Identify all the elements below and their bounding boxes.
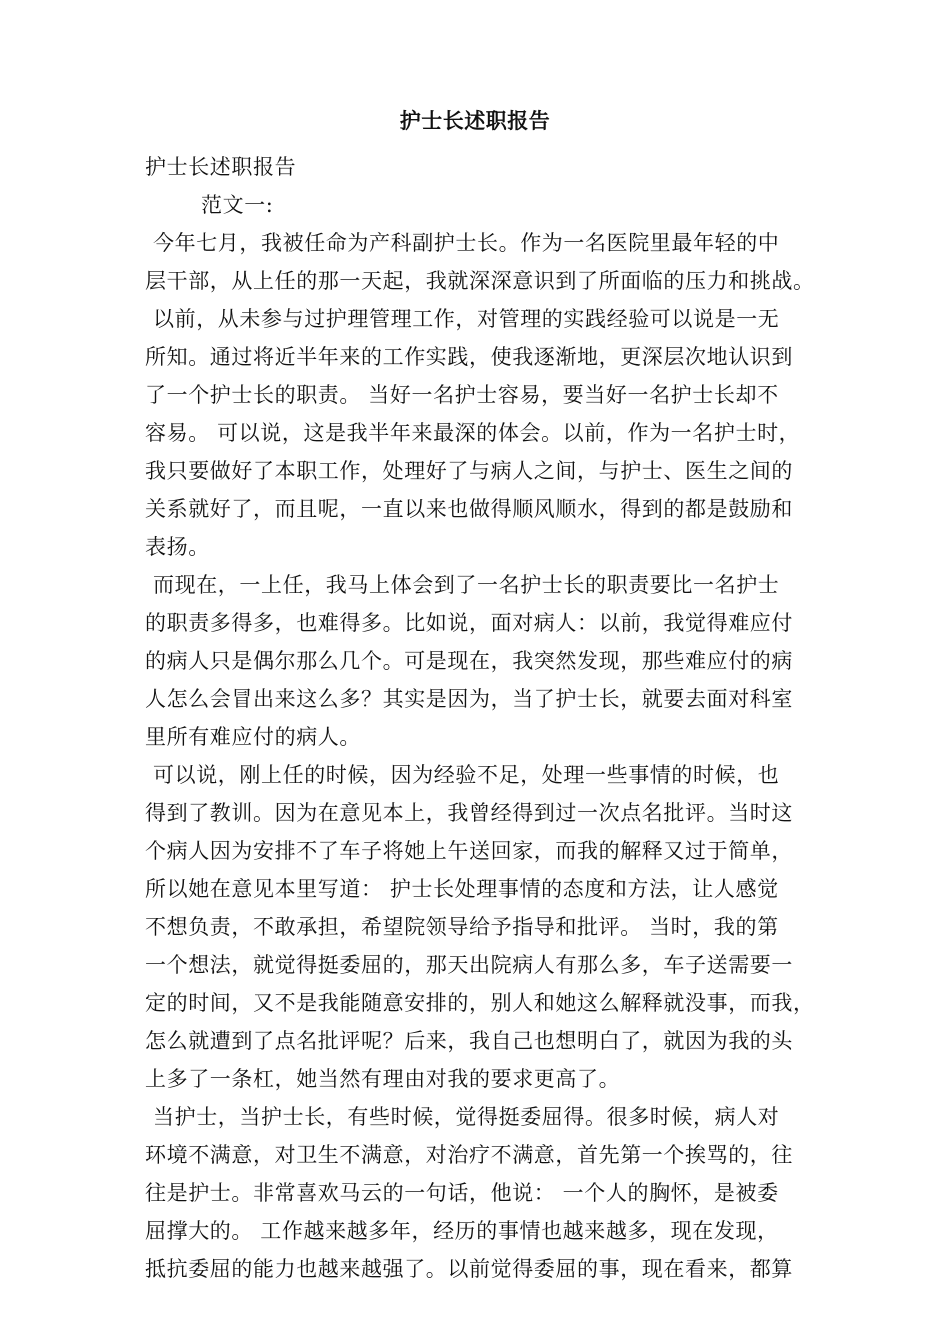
paragraph-line: 我只要做好了本职工作，处理好了与病人之间，与护士、医生之间的 xyxy=(145,459,793,483)
paragraph-line: 而现在，一上任，我马上体会到了一名护士长的职责要比一名护士 xyxy=(153,573,780,597)
document-subtitle: 护士长述职报告 xyxy=(145,155,297,179)
document-body xyxy=(145,148,820,1288)
paragraph-line: 抵抗委屈的能力也越来越强了。以前觉得委屈的事，现在看来，都算 xyxy=(145,1257,793,1281)
paragraph-line: 往是护士。非常喜欢马云的一句话，他说： 一个人的胸怀，是被委 xyxy=(145,1181,779,1205)
paragraph-line: 屈撑大的。 工作越来越多年，经历的事情也越来越多，现在发现， xyxy=(145,1219,779,1243)
document-title: 护士长述职报告 xyxy=(399,108,551,133)
paragraph-line: 里所有难应付的病人。 xyxy=(145,725,361,749)
paragraph-line: 的职责多得多，也难得多。比如说，面对病人：以前，我觉得难应付 xyxy=(145,611,793,635)
paragraph-line: 个病人因为安排不了车子将她上午送回家，而我的解释又过于简单， xyxy=(145,839,793,863)
paragraph-line: 上多了一条杠，她当然有理由对我的要求更高了。 xyxy=(145,1067,621,1091)
paragraph-line: 定的时间，又不是我能随意安排的，别人和她这么解释就没事，而我， xyxy=(145,991,815,1015)
paragraph-line: 今年七月，我被任命为产科副护士长。作为一名医院里最年轻的中 xyxy=(153,231,780,255)
paragraph-line: 了一个护士长的职责。 当好一名护士容易，要当好一名护士长却不 xyxy=(145,383,779,407)
paragraph-line: 所知。通过将近半年来的工作实践，使我逐渐地，更深层次地认识到 xyxy=(145,345,793,369)
paragraph-line: 表扬。 xyxy=(145,535,210,559)
paragraph-line: 环境不满意，对卫生不满意，对治疗不满意，首先第一个挨骂的，往 xyxy=(145,1143,793,1167)
paragraph-line: 不想负责，不敢承担，希望院领导给予指导和批评。 当时，我的第 xyxy=(145,915,779,939)
paragraph-line: 以前，从未参与过护理管理工作，对管理的实践经验可以说是一无 xyxy=(153,307,780,331)
paragraph-line: 层干部，从上任的那一天起，我就深深意识到了所面临的压力和挑战。 xyxy=(145,269,815,293)
example-label: 范文一: xyxy=(201,193,274,217)
paragraph-line: 怎么就遭到了点名批评呢？后来，我自己也想明白了，就因为我的头 xyxy=(145,1029,793,1053)
paragraph-line: 人怎么会冒出来这么多？其实是因为，当了护士长，就要去面对科室 xyxy=(145,687,793,711)
paragraph-line: 得到了教训。因为在意见本上，我曾经得到过一次点名批评。当时这 xyxy=(145,801,793,825)
paragraph-line: 一个想法，就觉得挺委屈的，那天出院病人有那么多，车子送需要一 xyxy=(145,953,793,977)
paragraph-line: 可以说，刚上任的时候，因为经验不足，处理一些事情的时候，也 xyxy=(153,763,780,787)
paragraph-line: 关系就好了，而且呢，一直以来也做得顺风顺水，得到的都是鼓励和 xyxy=(145,497,793,521)
paragraph-line: 当护士，当护士长，有些时候，觉得挺委屈得。很多时候，病人对 xyxy=(153,1105,780,1129)
paragraph-line: 容易。 可以说，这是我半年来最深的体会。以前，作为一名护士时， xyxy=(145,421,801,445)
paragraph-line: 的病人只是偶尔那么几个。可是现在，我突然发现，那些难应付的病 xyxy=(145,649,793,673)
paragraph-line: 所以她在意见本里写道： 护士长处理事情的态度和方法，让人感觉 xyxy=(145,877,779,901)
